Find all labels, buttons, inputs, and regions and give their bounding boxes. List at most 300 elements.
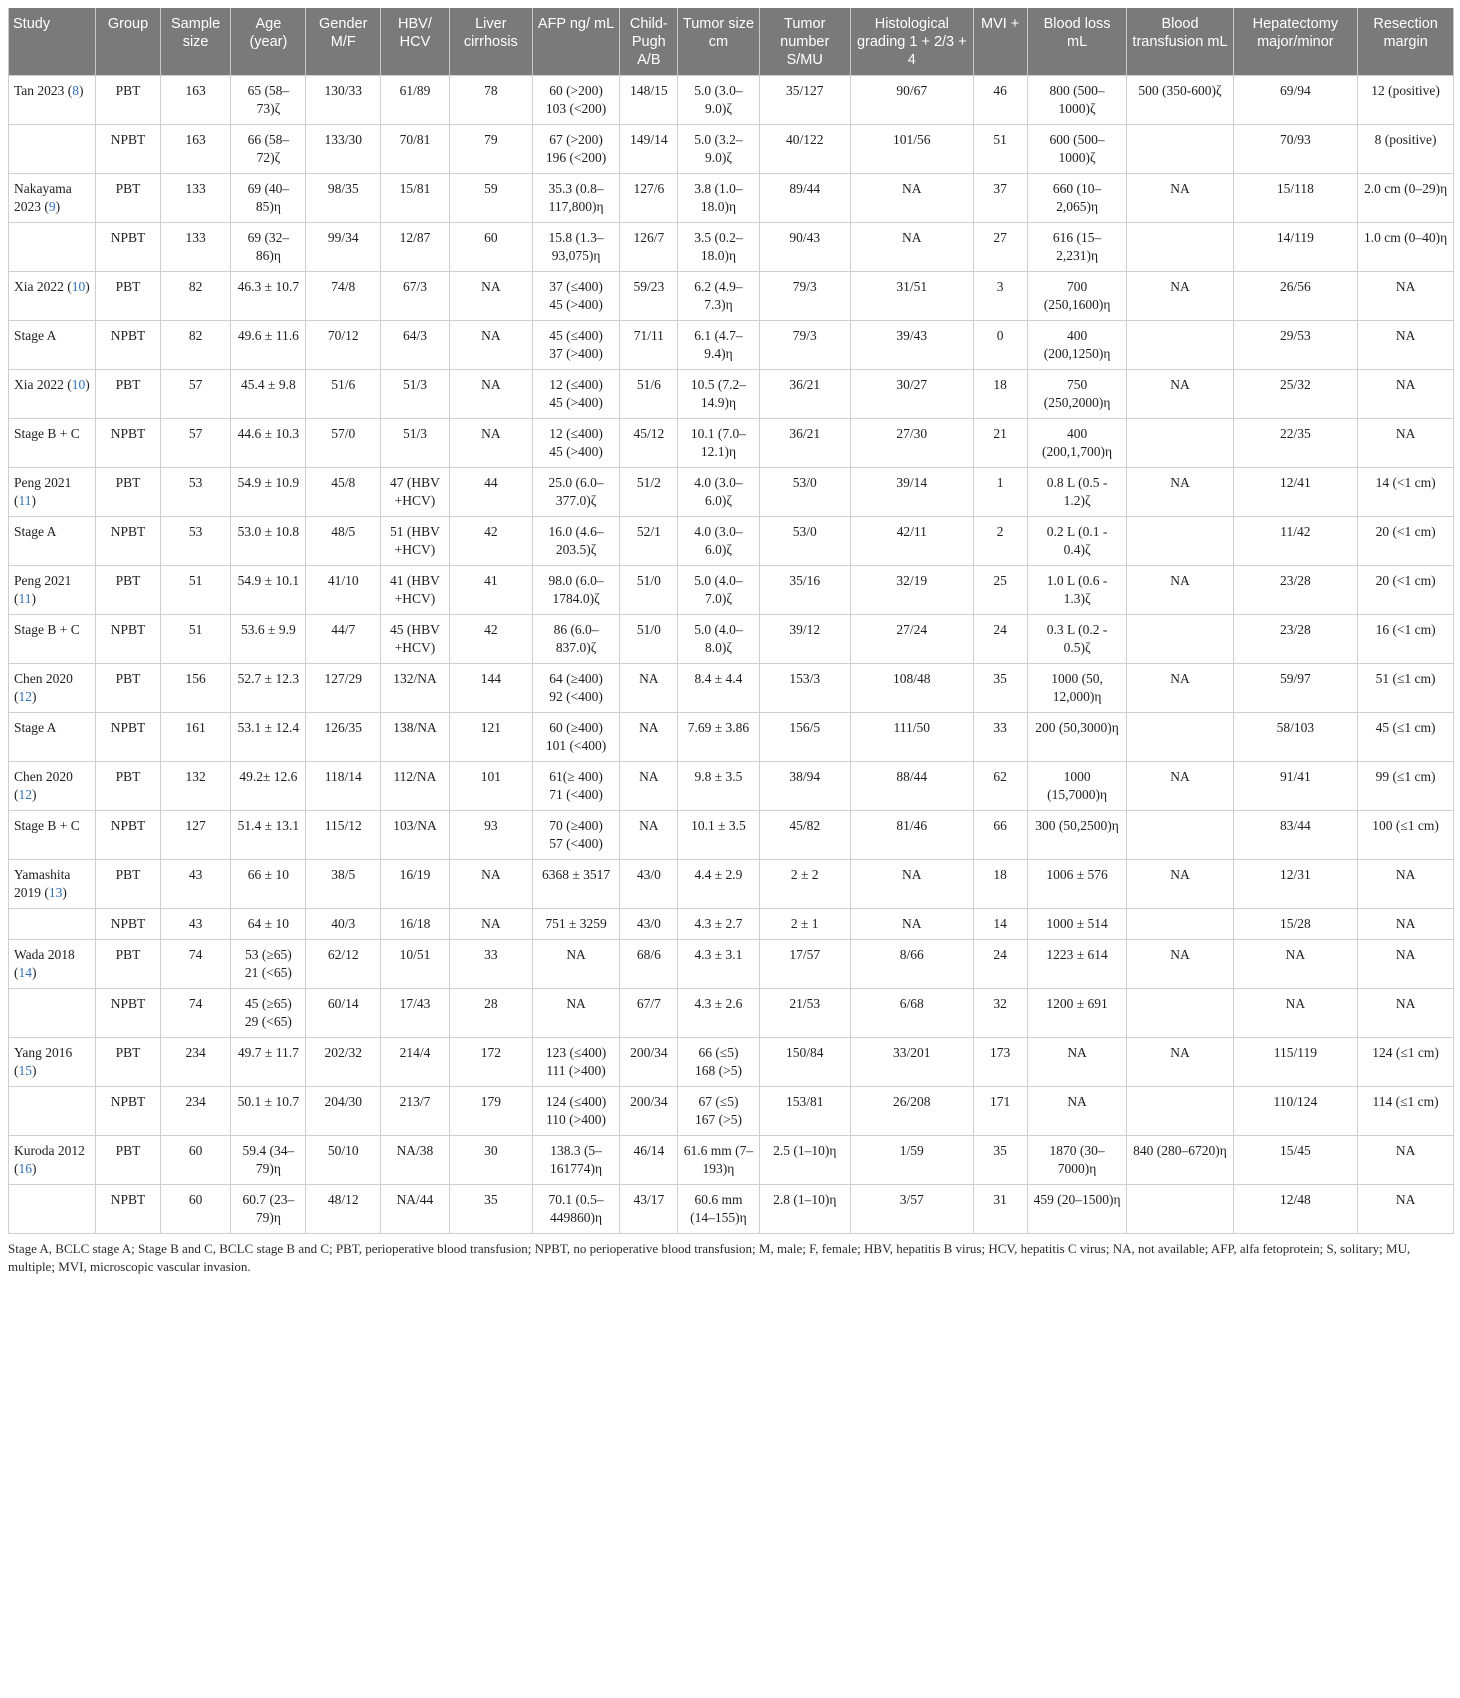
tumor-number-cell: 53/0 [759, 468, 850, 517]
hepatectomy-cell: NA [1233, 940, 1358, 989]
sample-size-cell: 53 [160, 517, 231, 566]
tumor-size-cell: 5.0 (4.0–8.0)ζ [678, 615, 759, 664]
reference-link[interactable]: (8) [67, 83, 84, 98]
blood-transfusion-cell: 500 (350-600)ζ [1127, 76, 1233, 125]
resection-margin-cell: NA [1358, 989, 1454, 1038]
afp-cell: 12 (≤400) 45 (>400) [532, 370, 619, 419]
afp-cell: 98.0 (6.0–1784.0)ζ [532, 566, 619, 615]
column-header: HBV/ HCV [381, 8, 450, 76]
gender-cell: 48/5 [306, 517, 381, 566]
afp-cell: 751 ± 3259 [532, 909, 619, 940]
study-cell [9, 940, 96, 989]
column-header: Blood loss mL [1027, 8, 1127, 76]
age-cell: 66 (58–72)ζ [231, 125, 306, 174]
sample-size-cell: 163 [160, 76, 231, 125]
liver-cirrhosis-cell: 59 [449, 174, 532, 223]
blood-transfusion-cell [1127, 909, 1233, 940]
mvi-cell: 173 [973, 1038, 1027, 1087]
resection-margin-cell: 20 (<1 cm) [1358, 517, 1454, 566]
study-cell [9, 468, 96, 517]
reference-link[interactable]: (9) [44, 199, 61, 214]
afp-cell: 64 (≥400) 92 (<400) [532, 664, 619, 713]
mvi-cell: 46 [973, 76, 1027, 125]
blood-loss-cell: 459 (20–1500)η [1027, 1185, 1127, 1234]
blood-loss-cell: 1200 ± 691 [1027, 989, 1127, 1038]
tumor-size-cell: 5.0 (3.0–9.0)ζ [678, 76, 759, 125]
gender-cell: 48/12 [306, 1185, 381, 1234]
group-cell: PBT [96, 1038, 160, 1087]
table-row [9, 664, 1454, 713]
afp-cell: 124 (≤400) 110 (>400) [532, 1087, 619, 1136]
hepatectomy-cell: 23/28 [1233, 615, 1358, 664]
column-header: Hepatectomy major/minor [1233, 8, 1358, 76]
age-cell: 53.6 ± 9.9 [231, 615, 306, 664]
study-cell [9, 664, 96, 713]
histological-grading-cell: 88/44 [850, 762, 973, 811]
blood-loss-cell: 0.3 L (0.2 - 0.5)ζ [1027, 615, 1127, 664]
study-name: Kuroda 2012 [14, 1143, 85, 1158]
blood-transfusion-cell [1127, 125, 1233, 174]
liver-cirrhosis-cell: 33 [449, 940, 532, 989]
reference-link[interactable]: (10) [67, 377, 90, 392]
tumor-size-cell: 4.0 (3.0–6.0)ζ [678, 468, 759, 517]
reference-link[interactable]: (16) [14, 1161, 37, 1176]
study-name: Peng 2021 [14, 573, 72, 588]
study-cell [9, 1136, 96, 1185]
column-header: Group [96, 8, 160, 76]
age-cell: 53 (≥65) 21 (<65) [231, 940, 306, 989]
gender-cell: 41/10 [306, 566, 381, 615]
group-cell: NPBT [96, 1087, 160, 1136]
table-row [9, 1087, 1454, 1136]
tumor-size-cell: 61.6 mm (7–193)η [678, 1136, 759, 1185]
mvi-cell: 25 [973, 566, 1027, 615]
histological-grading-cell: 26/208 [850, 1087, 973, 1136]
tumor-number-cell: 153/3 [759, 664, 850, 713]
hbv-hcv-cell: 17/43 [381, 989, 450, 1038]
blood-transfusion-cell [1127, 321, 1233, 370]
tumor-size-cell: 4.4 ± 2.9 [678, 860, 759, 909]
liver-cirrhosis-cell: 41 [449, 566, 532, 615]
study-cell [9, 1038, 96, 1087]
tumor-number-cell: 39/12 [759, 615, 850, 664]
age-cell: 49.2± 12.6 [231, 762, 306, 811]
child-pugh-cell: 43/0 [620, 860, 678, 909]
hbv-hcv-cell: 64/3 [381, 321, 450, 370]
study-name: Stage A [14, 524, 57, 539]
hepatectomy-cell: 70/93 [1233, 125, 1358, 174]
child-pugh-cell: 149/14 [620, 125, 678, 174]
mvi-cell: 18 [973, 370, 1027, 419]
liver-cirrhosis-cell: 35 [449, 1185, 532, 1234]
study-cell [9, 811, 96, 860]
tumor-number-cell: 38/94 [759, 762, 850, 811]
study-cell [9, 223, 96, 272]
tumor-number-cell: 35/16 [759, 566, 850, 615]
histological-grading-cell: 32/19 [850, 566, 973, 615]
resection-margin-cell: 124 (≤1 cm) [1358, 1038, 1454, 1087]
blood-transfusion-cell [1127, 1185, 1233, 1234]
study-name: Chen 2020 [14, 671, 73, 686]
sample-size-cell: 133 [160, 223, 231, 272]
blood-transfusion-cell: NA [1127, 272, 1233, 321]
liver-cirrhosis-cell: 78 [449, 76, 532, 125]
group-cell: NPBT [96, 223, 160, 272]
histological-grading-cell: 8/66 [850, 940, 973, 989]
group-cell: NPBT [96, 713, 160, 762]
liver-cirrhosis-cell: 42 [449, 517, 532, 566]
hepatectomy-cell: 11/42 [1233, 517, 1358, 566]
afp-cell: 123 (≤400) 111 (>400) [532, 1038, 619, 1087]
blood-loss-cell: 300 (50,2500)η [1027, 811, 1127, 860]
child-pugh-cell: 200/34 [620, 1087, 678, 1136]
tumor-number-cell: 150/84 [759, 1038, 850, 1087]
tumor-number-cell: 156/5 [759, 713, 850, 762]
sample-size-cell: 53 [160, 468, 231, 517]
reference-link[interactable]: (12) [14, 689, 37, 704]
tumor-size-cell: 4.3 ± 2.6 [678, 989, 759, 1038]
group-cell: PBT [96, 370, 160, 419]
study-name: Stage A [14, 720, 57, 735]
gender-cell: 118/14 [306, 762, 381, 811]
gender-cell: 70/12 [306, 321, 381, 370]
resection-margin-cell: 51 (≤1 cm) [1358, 664, 1454, 713]
hepatectomy-cell: 26/56 [1233, 272, 1358, 321]
blood-loss-cell: 0.2 L (0.1 - 0.4)ζ [1027, 517, 1127, 566]
mvi-cell: 32 [973, 989, 1027, 1038]
group-cell: PBT [96, 468, 160, 517]
tumor-number-cell: 2.5 (1–10)η [759, 1136, 850, 1185]
gender-cell: 115/12 [306, 811, 381, 860]
group-cell: PBT [96, 664, 160, 713]
mvi-cell: 51 [973, 125, 1027, 174]
reference-link[interactable]: (13) [44, 885, 67, 900]
age-cell: 65 (58–73)ζ [231, 76, 306, 125]
child-pugh-cell: NA [620, 811, 678, 860]
liver-cirrhosis-cell: 79 [449, 125, 532, 174]
hbv-hcv-cell: 61/89 [381, 76, 450, 125]
child-pugh-cell: 126/7 [620, 223, 678, 272]
child-pugh-cell: NA [620, 713, 678, 762]
table-row [9, 1136, 1454, 1185]
blood-loss-cell: 600 (500–1000)ζ [1027, 125, 1127, 174]
group-cell: NPBT [96, 989, 160, 1038]
child-pugh-cell: 148/15 [620, 76, 678, 125]
histological-grading-cell: 39/14 [850, 468, 973, 517]
column-header: Tumor number S/MU [759, 8, 850, 76]
mvi-cell: 66 [973, 811, 1027, 860]
histological-grading-cell: 108/48 [850, 664, 973, 713]
blood-transfusion-cell [1127, 615, 1233, 664]
liver-cirrhosis-cell: NA [449, 419, 532, 468]
hepatectomy-cell: 12/41 [1233, 468, 1358, 517]
tumor-number-cell: 153/81 [759, 1087, 850, 1136]
tumor-number-cell: 36/21 [759, 370, 850, 419]
blood-transfusion-cell: NA [1127, 566, 1233, 615]
sample-size-cell: 133 [160, 174, 231, 223]
study-name: Wada 2018 [14, 947, 75, 962]
study-cell [9, 419, 96, 468]
tumor-number-cell: 2 ± 1 [759, 909, 850, 940]
tumor-number-cell: 90/43 [759, 223, 850, 272]
gender-cell: 98/35 [306, 174, 381, 223]
histological-grading-cell: 33/201 [850, 1038, 973, 1087]
gender-cell: 60/14 [306, 989, 381, 1038]
hepatectomy-cell: 14/119 [1233, 223, 1358, 272]
hepatectomy-cell: 110/124 [1233, 1087, 1358, 1136]
histological-grading-cell: NA [850, 174, 973, 223]
resection-margin-cell: NA [1358, 272, 1454, 321]
hepatectomy-cell: 12/48 [1233, 1185, 1358, 1234]
sample-size-cell: 156 [160, 664, 231, 713]
mvi-cell: 21 [973, 419, 1027, 468]
sample-size-cell: 60 [160, 1136, 231, 1185]
child-pugh-cell: 127/6 [620, 174, 678, 223]
blood-loss-cell: 200 (50,3000)η [1027, 713, 1127, 762]
mvi-cell: 171 [973, 1087, 1027, 1136]
group-cell: PBT [96, 174, 160, 223]
age-cell: 51.4 ± 13.1 [231, 811, 306, 860]
afp-cell: 15.8 (1.3–93,075)η [532, 223, 619, 272]
tumor-number-cell: 21/53 [759, 989, 850, 1038]
hbv-hcv-cell: 138/NA [381, 713, 450, 762]
resection-margin-cell: 2.0 cm (0–29)η [1358, 174, 1454, 223]
hbv-hcv-cell: NA/44 [381, 1185, 450, 1234]
blood-loss-cell: 1000 (50, 12,000)η [1027, 664, 1127, 713]
blood-transfusion-cell: 840 (280–6720)η [1127, 1136, 1233, 1185]
reference-link[interactable]: (12) [14, 787, 37, 802]
column-header: Child-Pugh A/B [620, 8, 678, 76]
blood-loss-cell: 1006 ± 576 [1027, 860, 1127, 909]
group-cell: NPBT [96, 419, 160, 468]
hepatectomy-cell: 58/103 [1233, 713, 1358, 762]
tumor-number-cell: 17/57 [759, 940, 850, 989]
mvi-cell: 35 [973, 1136, 1027, 1185]
table-row [9, 223, 1454, 272]
gender-cell: 44/7 [306, 615, 381, 664]
hbv-hcv-cell: 51/3 [381, 370, 450, 419]
study-name: Yamashita 2019 [14, 867, 71, 900]
reference-link[interactable]: (11) [14, 493, 36, 508]
blood-transfusion-cell [1127, 1087, 1233, 1136]
histological-grading-cell: 101/56 [850, 125, 973, 174]
column-header: Tumor size cm [678, 8, 759, 76]
resection-margin-cell: NA [1358, 860, 1454, 909]
blood-transfusion-cell: NA [1127, 940, 1233, 989]
liver-cirrhosis-cell: 179 [449, 1087, 532, 1136]
study-name: Stage B + C [14, 426, 80, 441]
study-name: Tan 2023 [14, 83, 65, 98]
blood-loss-cell: 1870 (30–7000)η [1027, 1136, 1127, 1185]
study-name: Peng 2021 [14, 475, 72, 490]
afp-cell: 16.0 (4.6–203.5)ζ [532, 517, 619, 566]
age-cell: 69 (32–86)η [231, 223, 306, 272]
hbv-hcv-cell: 51/3 [381, 419, 450, 468]
blood-loss-cell: 700 (250,1600)η [1027, 272, 1127, 321]
hepatectomy-cell: 15/118 [1233, 174, 1358, 223]
tumor-size-cell: 10.5 (7.2–14.9)η [678, 370, 759, 419]
gender-cell: 38/5 [306, 860, 381, 909]
column-header: Histological grading 1 + 2/3 + 4 [850, 8, 973, 76]
blood-transfusion-cell [1127, 811, 1233, 860]
study-name: Xia 2022 [14, 279, 64, 294]
afp-cell: 61(≥ 400) 71 (<400) [532, 762, 619, 811]
age-cell: 53.0 ± 10.8 [231, 517, 306, 566]
hepatectomy-cell: 12/31 [1233, 860, 1358, 909]
blood-loss-cell: 1000 (15,7000)η [1027, 762, 1127, 811]
gender-cell: 51/6 [306, 370, 381, 419]
resection-margin-cell: 99 (≤1 cm) [1358, 762, 1454, 811]
table-row [9, 76, 1454, 125]
group-cell: NPBT [96, 321, 160, 370]
child-pugh-cell: 52/1 [620, 517, 678, 566]
hepatectomy-cell: 25/32 [1233, 370, 1358, 419]
histological-grading-cell: 3/57 [850, 1185, 973, 1234]
liver-cirrhosis-cell: 42 [449, 615, 532, 664]
liver-cirrhosis-cell: 28 [449, 989, 532, 1038]
tumor-number-cell: 53/0 [759, 517, 850, 566]
resection-margin-cell: 100 (≤1 cm) [1358, 811, 1454, 860]
study-name: Xia 2022 [14, 377, 64, 392]
sample-size-cell: 74 [160, 940, 231, 989]
tumor-size-cell: 4.0 (3.0–6.0)ζ [678, 517, 759, 566]
sample-size-cell: 43 [160, 909, 231, 940]
study-cell [9, 989, 96, 1038]
group-cell: PBT [96, 762, 160, 811]
study-cell [9, 566, 96, 615]
age-cell: 53.1 ± 12.4 [231, 713, 306, 762]
blood-loss-cell: 1.0 L (0.6 - 1.3)ζ [1027, 566, 1127, 615]
age-cell: 54.9 ± 10.9 [231, 468, 306, 517]
blood-transfusion-cell [1127, 989, 1233, 1038]
child-pugh-cell: NA [620, 664, 678, 713]
afp-cell: 25.0 (6.0–377.0)ζ [532, 468, 619, 517]
blood-loss-cell: 400 (200,1,700)η [1027, 419, 1127, 468]
afp-cell: 70 (≥400) 57 (<400) [532, 811, 619, 860]
study-cell [9, 125, 96, 174]
table-row [9, 713, 1454, 762]
tumor-number-cell: 2.8 (1–10)η [759, 1185, 850, 1234]
hbv-hcv-cell: 15/81 [381, 174, 450, 223]
reference-link[interactable]: (15) [14, 1063, 37, 1078]
sample-size-cell: 51 [160, 566, 231, 615]
tumor-size-cell: 4.3 ± 2.7 [678, 909, 759, 940]
gender-cell: 127/29 [306, 664, 381, 713]
tumor-size-cell: 3.8 (1.0–18.0)η [678, 174, 759, 223]
group-cell: PBT [96, 1136, 160, 1185]
hbv-hcv-cell: 112/NA [381, 762, 450, 811]
group-cell: PBT [96, 940, 160, 989]
liver-cirrhosis-cell: NA [449, 909, 532, 940]
liver-cirrhosis-cell: 101 [449, 762, 532, 811]
tumor-size-cell: 5.0 (4.0–7.0)ζ [678, 566, 759, 615]
mvi-cell: 35 [973, 664, 1027, 713]
reference-link[interactable]: (10) [67, 279, 90, 294]
tumor-number-cell: 2 ± 2 [759, 860, 850, 909]
gender-cell: 204/30 [306, 1087, 381, 1136]
liver-cirrhosis-cell: 93 [449, 811, 532, 860]
column-header: Gender M/F [306, 8, 381, 76]
tumor-size-cell: 8.4 ± 4.4 [678, 664, 759, 713]
sample-size-cell: 132 [160, 762, 231, 811]
table-body [9, 76, 1454, 1234]
reference-link[interactable]: (14) [14, 965, 37, 980]
gender-cell: 130/33 [306, 76, 381, 125]
gender-cell: 74/8 [306, 272, 381, 321]
age-cell: 49.7 ± 11.7 [231, 1038, 306, 1087]
column-header: Blood transfusion mL [1127, 8, 1233, 76]
gender-cell: 133/30 [306, 125, 381, 174]
mvi-cell: 27 [973, 223, 1027, 272]
blood-loss-cell: 0.8 L (0.5 - 1.2)ζ [1027, 468, 1127, 517]
study-cell [9, 174, 96, 223]
study-name: Yang 2016 [14, 1045, 73, 1060]
sample-size-cell: 234 [160, 1087, 231, 1136]
group-cell: PBT [96, 272, 160, 321]
hbv-hcv-cell: 45 (HBV +HCV) [381, 615, 450, 664]
gender-cell: 50/10 [306, 1136, 381, 1185]
child-pugh-cell: 71/11 [620, 321, 678, 370]
table-row [9, 940, 1454, 989]
afp-cell: 35.3 (0.8–117,800)η [532, 174, 619, 223]
liver-cirrhosis-cell: 44 [449, 468, 532, 517]
table-row [9, 370, 1454, 419]
study-cell [9, 370, 96, 419]
child-pugh-cell: 200/34 [620, 1038, 678, 1087]
table-row [9, 321, 1454, 370]
study-cell [9, 909, 96, 940]
child-pugh-cell: 43/0 [620, 909, 678, 940]
mvi-cell: 33 [973, 713, 1027, 762]
resection-margin-cell: NA [1358, 1136, 1454, 1185]
sample-size-cell: 234 [160, 1038, 231, 1087]
resection-margin-cell: 20 (<1 cm) [1358, 566, 1454, 615]
study-cell [9, 762, 96, 811]
reference-link[interactable]: (11) [14, 591, 36, 606]
tumor-size-cell: 6.1 (4.7–9.4)η [678, 321, 759, 370]
hbv-hcv-cell: 12/87 [381, 223, 450, 272]
histological-grading-cell: 111/50 [850, 713, 973, 762]
study-characteristics-table [8, 8, 1454, 1234]
gender-cell: 202/32 [306, 1038, 381, 1087]
afp-cell: 12 (≤400) 45 (>400) [532, 419, 619, 468]
column-header: Age (year) [231, 8, 306, 76]
tumor-number-cell: 79/3 [759, 272, 850, 321]
child-pugh-cell: 67/7 [620, 989, 678, 1038]
gender-cell: 62/12 [306, 940, 381, 989]
tumor-size-cell: 5.0 (3.2–9.0)ζ [678, 125, 759, 174]
blood-transfusion-cell: NA [1127, 860, 1233, 909]
hepatectomy-cell: 69/94 [1233, 76, 1358, 125]
resection-margin-cell: 45 (≤1 cm) [1358, 713, 1454, 762]
mvi-cell: 31 [973, 1185, 1027, 1234]
resection-margin-cell: 12 (positive) [1358, 76, 1454, 125]
age-cell: 66 ± 10 [231, 860, 306, 909]
hbv-hcv-cell: NA/38 [381, 1136, 450, 1185]
column-header: MVI + [973, 8, 1027, 76]
gender-cell: 57/0 [306, 419, 381, 468]
hepatectomy-cell: 15/45 [1233, 1136, 1358, 1185]
gender-cell: 45/8 [306, 468, 381, 517]
blood-transfusion-cell: NA [1127, 468, 1233, 517]
afp-cell: NA [532, 940, 619, 989]
study-name: Stage A [14, 328, 57, 343]
blood-loss-cell: 660 (10–2,065)η [1027, 174, 1127, 223]
hbv-hcv-cell: 16/18 [381, 909, 450, 940]
liver-cirrhosis-cell: 121 [449, 713, 532, 762]
tumor-number-cell: 35/127 [759, 76, 850, 125]
age-cell: 64 ± 10 [231, 909, 306, 940]
